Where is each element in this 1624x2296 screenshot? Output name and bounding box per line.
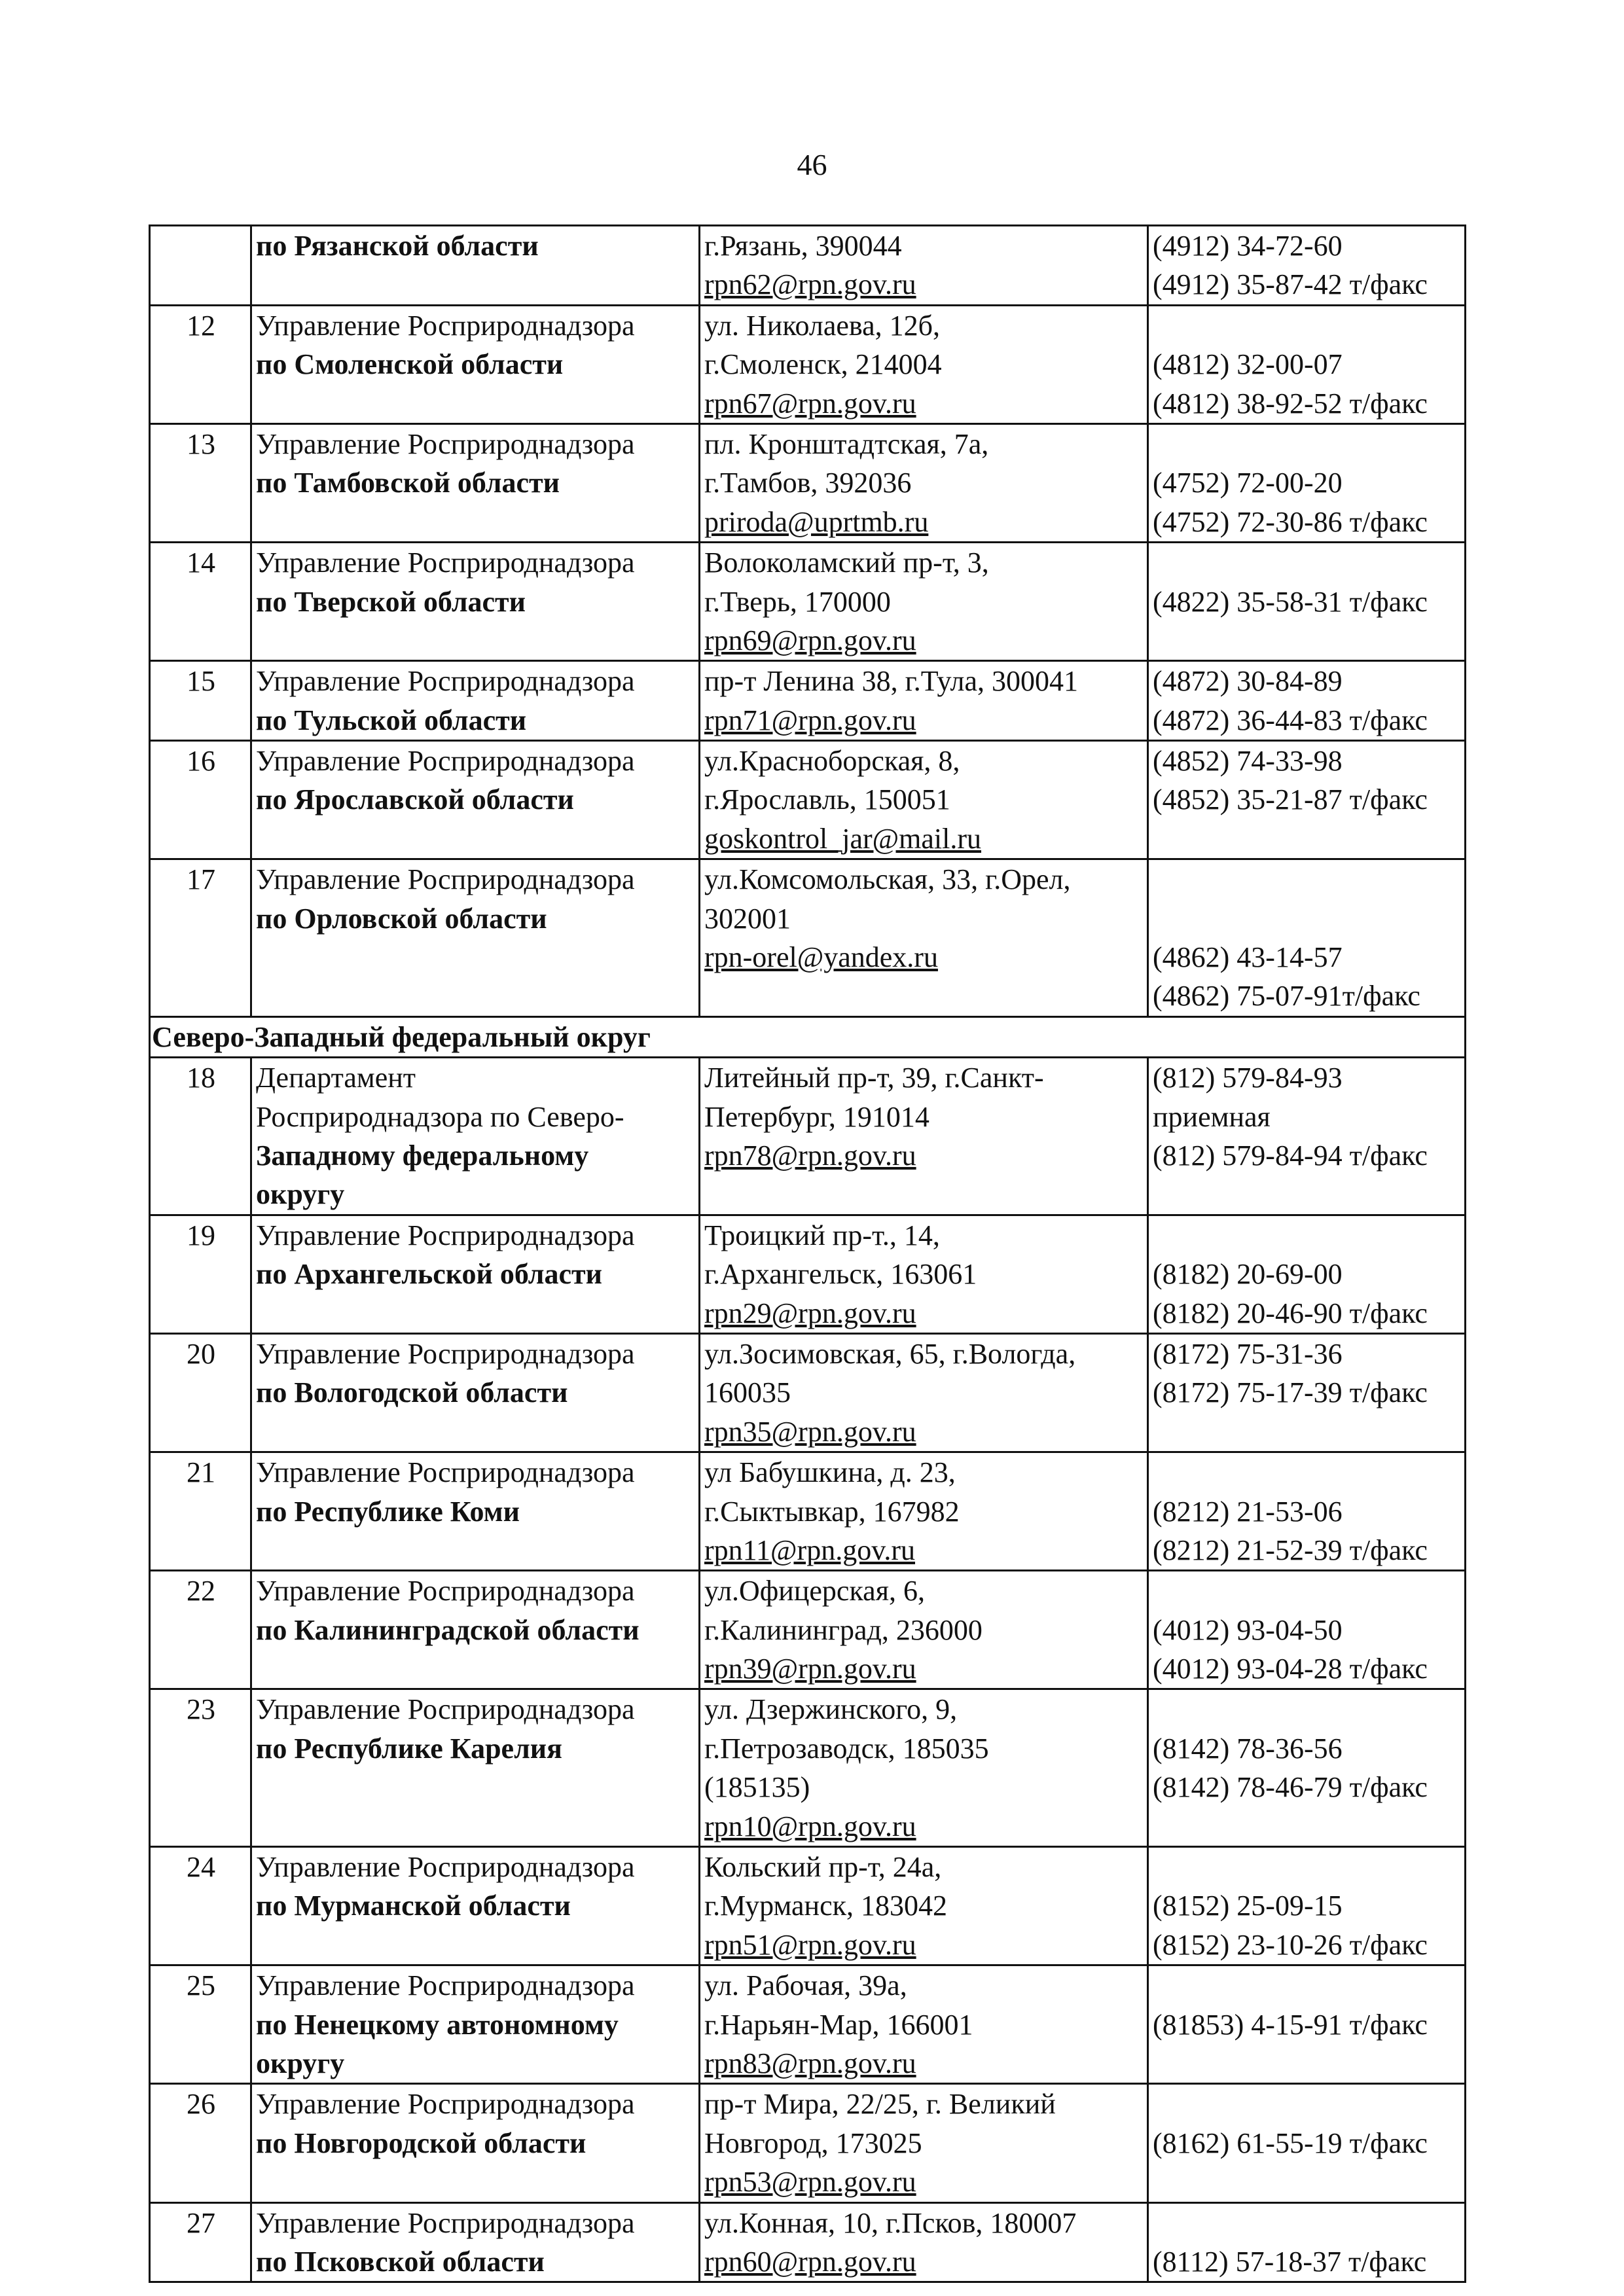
- phone-line: (8172) 75-31-36: [1153, 1337, 1343, 1370]
- table-row: [150, 543, 1466, 661]
- address-cell: [700, 423, 1148, 542]
- address-line: ул.Зосимовская, 65, г.Вологда,: [704, 1337, 1076, 1370]
- email-link[interactable]: rpn62@rpn.gov.ru: [704, 268, 916, 301]
- table-row: [150, 1452, 1466, 1571]
- phone-line: (8182) 20-69-00: [1153, 1258, 1343, 1291]
- phone-line: (8182) 20-46-90 т/факс: [1153, 1297, 1428, 1329]
- phone-line: (812) 579-84-94 т/факс: [1153, 1139, 1428, 1172]
- organization-cell: [251, 1965, 700, 2084]
- organization-line: по Тверской области: [256, 585, 526, 618]
- organization-cell: [251, 423, 700, 542]
- phones-cell: [1148, 1058, 1466, 1215]
- address-line: Литейный пр-т, 39, г.Санкт-: [704, 1062, 1044, 1094]
- organization-line: по Тамбовской области: [256, 467, 560, 499]
- organization-cell: [251, 1689, 700, 1847]
- address-line: Новгород, 173025: [704, 2126, 922, 2159]
- phone-line: (4752) 72-00-20: [1153, 467, 1343, 499]
- email-link[interactable]: rpn-orel@yandex.ru: [704, 941, 938, 974]
- address-line: ул.Красноборская, 8,: [704, 745, 960, 778]
- organization-line: Управление Росприроднадзора: [256, 309, 635, 342]
- organization-line: Управление Росприроднадзора: [256, 2206, 635, 2239]
- address-line: г.Калининград, 236000: [704, 1613, 983, 1646]
- phone-line: [1153, 2204, 1462, 2242]
- page-number: 46: [797, 148, 827, 181]
- address-cell: [700, 305, 1148, 423]
- table-row: [150, 2084, 1466, 2202]
- organization-line: по Республике Карелия: [256, 1732, 562, 1765]
- row-number: 22: [150, 1571, 251, 1689]
- organization-line: по Калининградской области: [256, 1613, 640, 1646]
- phone-line: (4912) 35-87-42 т/факс: [1153, 268, 1428, 301]
- organization-line: по Тульской области: [256, 704, 527, 736]
- organization-cell: [251, 859, 700, 1017]
- organization-line: Департамент: [256, 1062, 416, 1094]
- phone-line: [1153, 860, 1462, 899]
- row-number: 24: [150, 1847, 251, 1965]
- organization-cell: [251, 1452, 700, 1571]
- row-number: 15: [150, 661, 251, 741]
- phone-line: (8162) 61-55-19 т/факс: [1153, 2126, 1428, 2159]
- organization-line: по Псковской области: [256, 2245, 545, 2278]
- organization-line: по Вологодской области: [256, 1376, 568, 1409]
- organization-cell: [251, 2202, 700, 2282]
- address-line: г.Нарьян-Мар, 166001: [704, 2008, 973, 2041]
- organization-line: по Республике Коми: [256, 1495, 520, 1528]
- email-link[interactable]: rpn78@rpn.gov.ru: [704, 1139, 916, 1172]
- phone-line: [1153, 306, 1462, 345]
- organization-line: округу: [256, 2047, 345, 2079]
- phone-line: [1153, 1966, 1462, 2005]
- phone-line: (4912) 34-72-60: [1153, 230, 1343, 262]
- table-row: [150, 2202, 1466, 2282]
- organization-cell: [251, 1215, 700, 1333]
- table-row: [150, 741, 1466, 859]
- email-link[interactable]: rpn69@rpn.gov.ru: [704, 624, 916, 656]
- table-row: [150, 423, 1466, 542]
- address-cell: [700, 1452, 1148, 1571]
- phone-line: [1153, 2085, 1462, 2123]
- email-link[interactable]: rpn51@rpn.gov.ru: [704, 1928, 916, 1961]
- phone-line: (4862) 43-14-57: [1153, 941, 1343, 974]
- organization-cell: [251, 1571, 700, 1689]
- address-line: ул Бабушкина, д. 23,: [704, 1456, 956, 1489]
- organization-line: Росприроднадзора по Северо-: [256, 1100, 624, 1133]
- organization-cell: [251, 305, 700, 423]
- organization-line: Западному федеральному: [256, 1139, 589, 1172]
- address-line: ул. Николаева, 12б,: [704, 309, 941, 342]
- table-row: [150, 859, 1466, 1017]
- organization-cell: [251, 226, 700, 306]
- phone-line: [1153, 1848, 1462, 1886]
- row-number: 23: [150, 1689, 251, 1847]
- address-cell: [700, 1058, 1148, 1215]
- address-line: ул. Рабочая, 39а,: [704, 1969, 907, 2002]
- address-line: Кольский пр-т, 24а,: [704, 1851, 942, 1884]
- address-line: пл. Кронштадтская, 7а,: [704, 427, 989, 460]
- phone-line: (4822) 35-58-31 т/факс: [1153, 585, 1428, 618]
- row-number: 21: [150, 1452, 251, 1571]
- organization-line: по Орловской области: [256, 902, 547, 935]
- phone-line: (4872) 30-84-89: [1153, 665, 1343, 698]
- email-link[interactable]: rpn67@rpn.gov.ru: [704, 387, 916, 420]
- phone-line: [1153, 899, 1462, 938]
- organization-cell: [251, 1847, 700, 1965]
- row-number: 20: [150, 1333, 251, 1452]
- organization-line: Управление Росприроднадзора: [256, 1851, 635, 1884]
- organization-line: Управление Росприроднадзора: [256, 1575, 635, 1607]
- address-line: г.Архангельск, 163061: [704, 1258, 977, 1291]
- phones-cell: [1148, 423, 1466, 542]
- organization-line: Управление Росприроднадзора: [256, 1219, 635, 1251]
- address-line: пр-т Ленина 38, г.Тула, 300041: [704, 665, 1078, 698]
- address-cell: [700, 1215, 1148, 1333]
- address-line: ул.Конная, 10, г.Псков, 180007: [704, 2206, 1077, 2239]
- phones-cell: [1148, 1847, 1466, 1965]
- district-label: Северо-Западный федеральный округ: [150, 1016, 1466, 1057]
- email-link[interactable]: rpn83@rpn.gov.ru: [704, 2047, 916, 2079]
- row-number: 14: [150, 543, 251, 661]
- address-cell: [700, 1571, 1148, 1689]
- phones-cell: [1148, 543, 1466, 661]
- organization-line: Управление Росприроднадзора: [256, 547, 635, 579]
- phone-line: (8212) 21-53-06: [1153, 1495, 1343, 1528]
- address-cell: [700, 2084, 1148, 2202]
- address-cell: [700, 1689, 1148, 1847]
- address-line: ул.Комсомольская, 33, г.Орел,: [704, 863, 1071, 896]
- phone-line: (4852) 74-33-98: [1153, 745, 1343, 778]
- organization-line: Управление Росприроднадзора: [256, 1969, 635, 2002]
- directory-table: [149, 224, 1466, 2283]
- address-cell: [700, 859, 1148, 1017]
- email-link[interactable]: rpn11@rpn.gov.ru: [704, 1534, 915, 1566]
- address-cell: [700, 1847, 1148, 1965]
- email-link[interactable]: rpn71@rpn.gov.ru: [704, 704, 916, 736]
- organization-line: по Ярославской области: [256, 783, 574, 816]
- address-line: 302001: [704, 902, 791, 935]
- table-row: [150, 1965, 1466, 2084]
- address-cell: [700, 543, 1148, 661]
- table-row: [150, 661, 1466, 741]
- email-link[interactable]: rpn39@rpn.gov.ru: [704, 1653, 916, 1685]
- address-cell: [700, 1333, 1148, 1452]
- phone-line: [1153, 1216, 1462, 1255]
- organization-line: округу: [256, 1178, 345, 1211]
- district-header-row: [150, 1016, 1466, 1057]
- organization-line: по Архангельской области: [256, 1258, 602, 1291]
- table-row: [150, 1058, 1466, 1215]
- phones-cell: [1148, 226, 1466, 306]
- phone-line: (8142) 78-46-79 т/факс: [1153, 1771, 1428, 1804]
- organization-line: Управление Росприроднадзора: [256, 665, 635, 698]
- phone-line: [1153, 1690, 1462, 1729]
- organization-line: Управление Росприроднадзора: [256, 1693, 635, 1726]
- phone-line: (8172) 75-17-39 т/факс: [1153, 1376, 1428, 1409]
- table-row: [150, 1571, 1466, 1689]
- address-cell: [700, 1965, 1148, 2084]
- organization-line: Управление Росприроднадзора: [256, 2088, 635, 2121]
- table-row: [150, 226, 1466, 306]
- phone-line: (4012) 93-04-50: [1153, 1613, 1343, 1646]
- phones-cell: [1148, 859, 1466, 1017]
- address-line: г.Тверь, 170000: [704, 585, 891, 618]
- address-line: г.Мурманск, 183042: [704, 1890, 947, 1922]
- phones-cell: [1148, 1333, 1466, 1452]
- phones-cell: [1148, 2202, 1466, 2282]
- phone-line: (4852) 35-21-87 т/факс: [1153, 783, 1428, 816]
- phone-line: (8112) 57-18-37 т/факс: [1153, 2245, 1427, 2278]
- organization-line: Управление Росприроднадзора: [256, 745, 635, 778]
- table-row: [150, 1215, 1466, 1333]
- phone-line: (8152) 25-09-15: [1153, 1890, 1343, 1922]
- directory-body: [150, 226, 1466, 2282]
- phones-cell: [1148, 1452, 1466, 1571]
- address-cell: [700, 661, 1148, 741]
- address-line: пр-т Мира, 22/25, г. Великий: [704, 2088, 1056, 2121]
- email-link[interactable]: priroda@uprtmb.ru: [704, 505, 929, 538]
- row-number: 19: [150, 1215, 251, 1333]
- organization-cell: [251, 543, 700, 661]
- phone-line: (4812) 32-00-07: [1153, 348, 1343, 381]
- email-link[interactable]: rpn35@rpn.gov.ru: [704, 1415, 916, 1448]
- phone-line: [1153, 1571, 1462, 1610]
- address-line: г.Петрозаводск, 185035: [704, 1732, 989, 1765]
- email-link[interactable]: rpn60@rpn.gov.ru: [704, 2245, 916, 2278]
- address-cell: [700, 741, 1148, 859]
- table-row: [150, 1689, 1466, 1847]
- address-line: г.Сыктывкар, 167982: [704, 1495, 960, 1528]
- row-number: 26: [150, 2084, 251, 2202]
- phones-cell: [1148, 305, 1466, 423]
- phone-line: (4862) 75-07-91т/факс: [1153, 980, 1420, 1013]
- row-number: [150, 226, 251, 306]
- phone-line: (4872) 36-44-83 т/факс: [1153, 704, 1428, 736]
- address-line: г.Ярославль, 150051: [704, 783, 950, 816]
- row-number: 13: [150, 423, 251, 542]
- address-line: г.Рязань, 390044: [704, 230, 902, 262]
- phone-line: (8212) 21-52-39 т/факс: [1153, 1534, 1428, 1566]
- phone-line: (8152) 23-10-26 т/факс: [1153, 1928, 1428, 1961]
- organization-line: Управление Росприроднадзора: [256, 863, 635, 896]
- address-cell: [700, 226, 1148, 306]
- organization-line: Управление Росприроднадзора: [256, 1456, 635, 1489]
- table-row: [150, 305, 1466, 423]
- address-line: (185135): [704, 1771, 810, 1804]
- organization-cell: [251, 661, 700, 741]
- phones-cell: [1148, 741, 1466, 859]
- email-link[interactable]: rpn10@rpn.gov.ru: [704, 1810, 916, 1842]
- phone-line: [1153, 425, 1462, 463]
- organization-line: Управление Росприроднадзора: [256, 427, 635, 460]
- row-number: 17: [150, 859, 251, 1017]
- table-row: [150, 1333, 1466, 1452]
- phones-cell: [1148, 1965, 1466, 2084]
- organization-cell: [251, 1058, 700, 1215]
- address-cell: [700, 2202, 1148, 2282]
- address-line: г.Смоленск, 214004: [704, 348, 942, 381]
- phone-line: (4812) 38-92-52 т/факс: [1153, 387, 1428, 420]
- phone-line: (4012) 93-04-28 т/факс: [1153, 1653, 1428, 1685]
- email-link[interactable]: rpn53@rpn.gov.ru: [704, 2166, 916, 2198]
- organization-cell: [251, 741, 700, 859]
- address-line: ул. Дзержинского, 9,: [704, 1693, 958, 1726]
- organization-line: Управление Росприроднадзора: [256, 1337, 635, 1370]
- phone-line: (81853) 4-15-91 т/факс: [1153, 2008, 1428, 2041]
- email-link[interactable]: goskontrol_jar@mail.ru: [704, 822, 982, 855]
- phone-line: (8142) 78-36-56: [1153, 1732, 1343, 1765]
- address-line: Волоколамский пр-т, 3,: [704, 547, 989, 579]
- organization-line: по Ненецкому автономному: [256, 2008, 619, 2041]
- phone-line: [1153, 1453, 1462, 1492]
- address-line: г.Тамбов, 392036: [704, 467, 912, 499]
- email-link[interactable]: rpn29@rpn.gov.ru: [704, 1297, 916, 1329]
- phone-line: [1153, 543, 1462, 582]
- organization-cell: [251, 1333, 700, 1452]
- address-line: ул.Офицерская, 6,: [704, 1575, 925, 1607]
- row-number: 25: [150, 1965, 251, 2084]
- phones-cell: [1148, 1571, 1466, 1689]
- organization-line: по Новгородской области: [256, 2126, 586, 2159]
- phones-cell: [1148, 1689, 1466, 1847]
- organization-line: по Смоленской области: [256, 348, 564, 381]
- phone-line: приемная: [1153, 1100, 1271, 1133]
- address-line: Петербург, 191014: [704, 1100, 929, 1133]
- organization-line: по Мурманской области: [256, 1890, 571, 1922]
- organization-cell: [251, 2084, 700, 2202]
- phones-cell: [1148, 2084, 1466, 2202]
- organization-line: по Рязанской области: [256, 230, 539, 262]
- row-number: 12: [150, 305, 251, 423]
- phone-line: (4752) 72-30-86 т/факс: [1153, 505, 1428, 538]
- address-line: 160035: [704, 1376, 791, 1409]
- phone-line: (812) 579-84-93: [1153, 1062, 1343, 1094]
- phones-cell: [1148, 661, 1466, 741]
- table-row: [150, 1847, 1466, 1965]
- row-number: 18: [150, 1058, 251, 1215]
- phones-cell: [1148, 1215, 1466, 1333]
- row-number: 16: [150, 741, 251, 859]
- row-number: 27: [150, 2202, 251, 2282]
- address-line: Троицкий пр-т., 14,: [704, 1219, 940, 1251]
